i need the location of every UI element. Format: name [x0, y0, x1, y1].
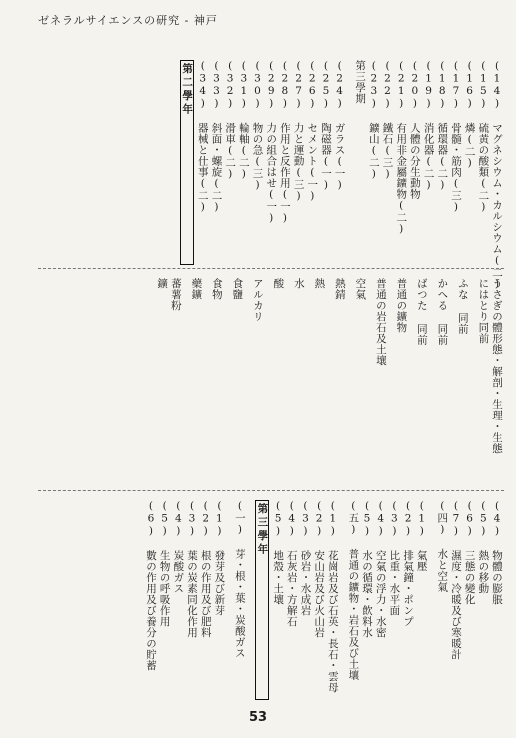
- syllabus-item: (28) 作用と反作用(一): [278, 60, 291, 225]
- syllabus-item: (25) 陶磁器(一): [319, 60, 332, 192]
- syllabus-item: (23) 鑛山(二): [367, 60, 380, 181]
- syllabus-item: 普通の鑛物: [395, 278, 408, 333]
- syllabus-item: 蕃薯粉: [169, 278, 182, 311]
- syllabus-item: (3) 葉の炭素同化作用: [186, 500, 198, 638]
- syllabus-item: 酸: [272, 278, 285, 289]
- syllabus-item: (1) 氣壓: [415, 500, 428, 572]
- syllabus-item: (4) 物體の膨脹: [491, 500, 503, 605]
- syllabus-item: (5) 生物の呼吸作用: [158, 500, 171, 627]
- grade-heading-box: 第二學年: [180, 60, 195, 265]
- term-heading: 第三學期: [354, 60, 367, 104]
- syllabus-item: 熱錆: [333, 278, 346, 300]
- syllabus-item: うさぎの體形態・解剖・生理・生態: [491, 278, 503, 454]
- unit-heading: (四) 水と空氣: [436, 500, 449, 593]
- syllabus-item: (26) セメント(一): [306, 60, 319, 203]
- syllabus-item: (5) 地殼・土壤: [272, 500, 285, 605]
- syllabus-item: アルカリ: [251, 278, 264, 322]
- syllabus-item: ふな 同前: [456, 278, 469, 335]
- section-divider: [38, 268, 504, 269]
- section-divider: [38, 490, 504, 491]
- syllabus-item: 水: [292, 278, 305, 289]
- syllabus-item: (3) 比重・水平面: [388, 500, 401, 616]
- syllabus-item: 藥鑛: [190, 278, 203, 300]
- syllabus-item: (5) 熱の移動: [477, 500, 490, 594]
- syllabus-item: (2) 安山岩及び火山岩: [313, 500, 326, 638]
- syllabus-item: (6) 三態の變化: [463, 500, 476, 605]
- unit-heading: (五) 普通の鑛物・岩石及び土壤: [347, 500, 360, 681]
- syllabus-item: (5) 水の循環・飲料水: [361, 500, 373, 638]
- syllabus-item: (6) 數の作用及び養分の貯蓄: [144, 500, 157, 671]
- syllabus-item: (1) 花崗岩及び石英・長石・雲母: [326, 500, 339, 693]
- syllabus-item: (21) 有用非金屬鑛物(二): [395, 60, 408, 236]
- syllabus-item: 普通の岩石及土壤: [374, 278, 387, 366]
- syllabus-item: (24) ガラス(一): [333, 60, 346, 192]
- syllabus-item: (22) 鐵石(三): [381, 60, 394, 181]
- syllabus-item: (4) 炭酸ガス: [172, 500, 185, 594]
- syllabus-item: (32) 滑車(二): [224, 60, 237, 181]
- syllabus-item: にはとり同前: [477, 278, 490, 344]
- syllabus-item: (18) 循環器(二): [436, 60, 449, 192]
- syllabus-item: (17) 骨髓・筋肉(三): [449, 60, 462, 214]
- syllabus-item: (27) 力と運動(三): [292, 60, 305, 203]
- syllabus-section-2: [36, 278, 502, 483]
- syllabus-item: (29) 力の組合はせ(一): [265, 60, 278, 225]
- syllabus-item: (30) 物の急(三): [251, 60, 264, 192]
- syllabus-item: (2) 排氣鐘・ポンプ: [402, 500, 415, 627]
- syllabus-item: かへる 同前: [436, 278, 449, 346]
- syllabus-item: (4) 空氣の浮力・水密: [374, 500, 387, 638]
- syllabus-section-3: [36, 500, 502, 700]
- running-header: ゼネラルサイエンスの研究 - 神戸: [38, 14, 218, 27]
- syllabus-item: (2) 根の作用及び肥料: [199, 500, 212, 638]
- grade-heading-box: 第三學年: [255, 500, 270, 700]
- syllabus-item: (34) 器械と仕事(二): [196, 60, 209, 214]
- syllabus-item: (14) マグネシウム・カルシウム(二): [491, 60, 503, 291]
- syllabus-item: (16) 燐(二): [463, 60, 476, 170]
- syllabus-item: (7) 濕度・冷暖及び寒暖計: [449, 500, 462, 660]
- syllabus-item: (1) 發芽及び新芽: [213, 500, 226, 616]
- syllabus-item: (20) 人體の分生動物: [408, 60, 421, 200]
- syllabus-item: (4) 石灰岩・方解石: [285, 500, 298, 627]
- syllabus-item: 鑛: [156, 278, 169, 289]
- syllabus-item: 食鹽: [231, 278, 244, 300]
- page-number: 53: [248, 710, 268, 725]
- unit-heading: (一) 芽・根・葉・炭酸ガス: [233, 500, 246, 659]
- syllabus-item: (31) 輪軸(二): [237, 60, 250, 181]
- syllabus-item: 食物: [210, 278, 223, 300]
- syllabus-item: (15) 硫黄の酸類(二): [477, 60, 490, 214]
- syllabus-item: (33) 斜面・螺旋(二): [210, 60, 223, 214]
- syllabus-item: ばつた 同前: [415, 278, 428, 346]
- syllabus-item: (19) 消化器(二): [422, 60, 435, 192]
- syllabus-item: 熱: [313, 278, 326, 289]
- syllabus-item: (3) 砂岩・水成岩: [299, 500, 312, 616]
- syllabus-item: 空氣: [354, 278, 367, 300]
